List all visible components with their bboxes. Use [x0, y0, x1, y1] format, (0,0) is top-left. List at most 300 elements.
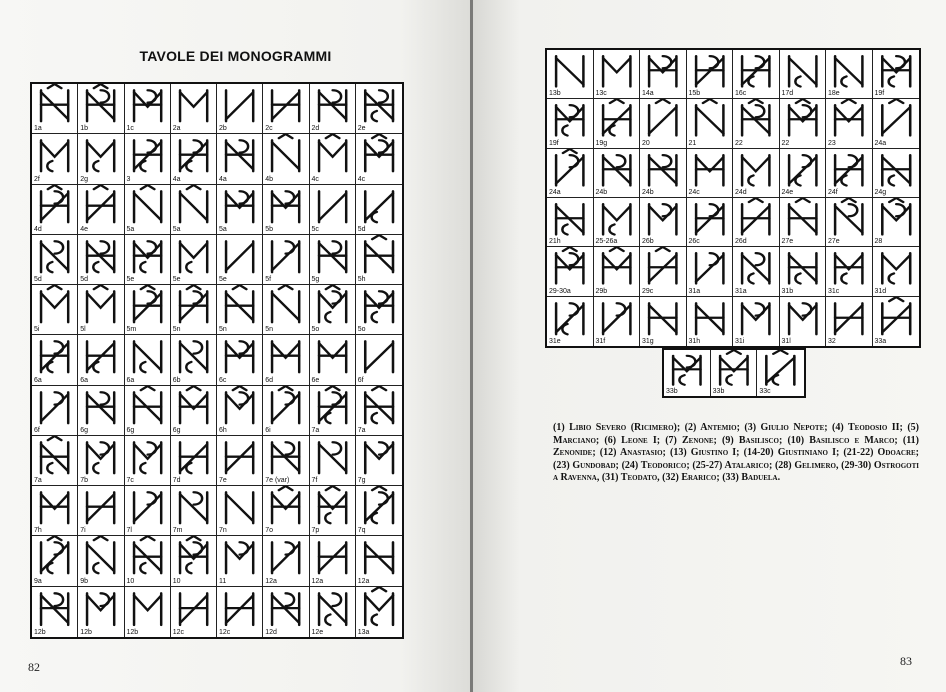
- monogram-cell: [310, 436, 356, 486]
- monogram-label: 24c: [688, 188, 700, 196]
- monogram-glyph-icon: [171, 587, 216, 629]
- monogram-cell: [826, 50, 873, 99]
- monogram-glyph-icon: [32, 134, 77, 175]
- monogram-glyph-icon: [310, 536, 355, 577]
- monogram-label: 1a: [34, 125, 42, 133]
- monogram-glyph-icon: [873, 198, 920, 239]
- monogram-label: 18e: [828, 90, 840, 98]
- monogram-label: 2e: [357, 125, 366, 133]
- monogram-glyph-icon: [171, 134, 216, 175]
- monogram-cell: [32, 235, 78, 285]
- monogram-cell: [171, 536, 217, 586]
- monogram-label: 12d: [265, 629, 277, 636]
- monogram-cell: [171, 235, 217, 285]
- monogram-cell: [217, 386, 263, 436]
- monogram-label: 27e: [781, 238, 794, 246]
- monogram-cell: [640, 247, 687, 296]
- monogram-glyph-icon: [356, 285, 402, 326]
- monogram-label: 12a: [357, 577, 370, 585]
- monogram-cell: [78, 587, 124, 637]
- monogram-label: 6f: [357, 376, 364, 384]
- monogram-cell: [310, 335, 356, 385]
- monogram-cell: [826, 198, 873, 247]
- monogram-cell: [78, 335, 124, 385]
- monogram-glyph-icon: [32, 235, 77, 276]
- monogram-glyph-icon: [263, 587, 308, 629]
- monogram-glyph-icon: [78, 185, 123, 226]
- monogram-cell: [125, 436, 171, 486]
- monogram-cell: [263, 84, 309, 134]
- monogram-glyph-icon: [263, 386, 308, 427]
- monogram-glyph-icon: [217, 587, 262, 629]
- monogram-glyph-icon: [125, 134, 170, 175]
- monogram-label: 4a: [172, 175, 181, 183]
- monogram-glyph-icon: [594, 149, 640, 190]
- monogram-cell: [310, 386, 356, 436]
- monogram-label: 5l: [80, 326, 86, 334]
- monogram-cell: [594, 198, 641, 247]
- monogram-glyph-icon: [780, 247, 826, 288]
- monogram-label: 4b: [265, 175, 274, 183]
- monogram-glyph-icon: [263, 134, 308, 175]
- monogram-label: 31c: [828, 287, 840, 295]
- monogram-cell: [217, 235, 263, 285]
- monogram-glyph-icon: [310, 386, 355, 427]
- monogram-glyph-icon: [780, 99, 826, 140]
- monogram-cell: [594, 297, 641, 346]
- monogram-cell: [217, 587, 263, 637]
- monogram-label: 2a: [172, 125, 181, 133]
- monogram-cell: [356, 134, 402, 184]
- monogram-glyph-icon: [32, 185, 77, 226]
- monogram-glyph-icon: [217, 386, 262, 427]
- monogram-glyph-icon: [263, 185, 308, 226]
- monogram-cell: [78, 536, 124, 586]
- monogram-cell: [263, 185, 309, 235]
- monogram-label: 1b: [80, 125, 89, 133]
- monogram-glyph-icon: [640, 50, 686, 91]
- monogram-label: 6i: [265, 426, 271, 434]
- monogram-label: 31e: [549, 337, 561, 345]
- monogram-label: 33a: [874, 337, 887, 345]
- monogram-glyph-icon: [733, 50, 779, 91]
- monogram-glyph-icon: [356, 335, 402, 376]
- monogram-cell: [687, 50, 734, 99]
- monogram-cell: [873, 50, 920, 99]
- monogram-label: 12e: [311, 629, 324, 636]
- monogram-label: 6d: [265, 376, 274, 384]
- monogram-cell: [217, 486, 263, 536]
- monogram-cell: [78, 185, 124, 235]
- monogram-cell: [32, 536, 78, 586]
- monogram-cell: [171, 185, 217, 235]
- monogram-glyph-icon: [310, 134, 355, 175]
- monogram-glyph-icon: [640, 149, 686, 190]
- monogram-label: 28: [874, 238, 883, 246]
- monogram-cell: [873, 247, 920, 296]
- monogram-cell: [780, 50, 827, 99]
- monogram-cell: [640, 149, 687, 198]
- monogram-glyph-icon: [217, 285, 262, 326]
- monogram-glyph-icon: [733, 99, 779, 140]
- monogram-label: 14a: [642, 90, 654, 98]
- monogram-glyph-icon: [356, 84, 402, 125]
- monogram-glyph-icon: [594, 50, 640, 91]
- monogram-label: 7b: [80, 477, 89, 485]
- monogram-label: 5e: [219, 276, 227, 284]
- monogram-glyph-icon: [780, 297, 826, 338]
- monogram-label: 16c: [735, 90, 747, 98]
- monogram-label: 12b: [126, 629, 139, 636]
- monogram-label: 33c: [759, 388, 771, 395]
- monogram-glyph-icon: [78, 486, 123, 527]
- monogram-cell: [594, 99, 641, 148]
- monogram-cell: [171, 84, 217, 134]
- monogram-glyph-icon: [594, 198, 640, 239]
- monogram-label: 20: [642, 139, 650, 147]
- monogram-glyph-icon: [687, 247, 733, 288]
- monogram-cell: [687, 149, 734, 198]
- monogram-label: 2d: [311, 125, 320, 133]
- monogram-glyph-icon: [826, 297, 872, 338]
- monogram-cell: [32, 335, 78, 385]
- monogram-glyph-icon: [32, 486, 77, 527]
- monogram-cell: [310, 134, 356, 184]
- monogram-label: 6g: [172, 426, 181, 434]
- monogram-cell: [125, 235, 171, 285]
- monogram-cell: [733, 247, 780, 296]
- monogram-cell: [711, 350, 758, 396]
- monogram-glyph-icon: [32, 84, 77, 125]
- monogram-glyph-icon: [687, 198, 733, 239]
- monogram-glyph-icon: [547, 247, 593, 288]
- monogram-label: 5a: [219, 225, 227, 233]
- monogram-label: 4c: [311, 175, 319, 183]
- monogram-label: 5h: [357, 276, 366, 284]
- monogram-cell: [356, 486, 402, 536]
- monogram-glyph-icon: [547, 149, 593, 190]
- monogram-glyph-icon: [640, 99, 686, 140]
- monogram-cell: [780, 99, 827, 148]
- monogram-cell: [310, 536, 356, 586]
- monogram-label: 26b: [642, 238, 654, 246]
- monogram-glyph-icon: [171, 436, 216, 477]
- monogram-glyph-icon: [356, 185, 402, 226]
- monogram-cell: [356, 536, 402, 586]
- monogram-cell: [733, 99, 780, 148]
- monogram-caption: (1) Libio Severo (Ricimero); (2) Antemio; (3) Giulio Nepote; (4) Teodosio II; (5) Marciano; (6) Leone I; (7) Zenone; (9) Basilisco; (10) Basilisco e Marco; (11) Zenonide; (12) Anastasio; (13) Giustino I; (14-20) Giustiniano I; (21-22) Odoacre; (23) Gundobad; (24) Teodorico; (25-27) Atalarico; (28) Gelimero, (29-30) Ostrogoti a Ravenna, (31) Teodato, (32) Erarico; (33) Baduela.: [553, 422, 919, 483]
- monogram-cell: [733, 149, 780, 198]
- monogram-cell: [125, 335, 171, 385]
- page-title: TAVOLE DEI MONOGRAMMI: [139, 48, 332, 64]
- monogram-label: 5f: [265, 276, 272, 284]
- monogram-label: 6e: [311, 376, 320, 384]
- monogram-label: 12b: [34, 629, 46, 636]
- page-number-left: 82: [28, 660, 40, 674]
- monogram-label: 7e (var): [265, 477, 290, 485]
- monogram-label: 25-26a: [595, 238, 618, 246]
- monogram-label: 33b: [712, 388, 725, 395]
- monogram-cell: [32, 386, 78, 436]
- monogram-cell: [594, 50, 641, 99]
- monogram-glyph-icon: [32, 386, 77, 427]
- monogram-cell: [125, 134, 171, 184]
- monogram-label: 11: [219, 577, 227, 585]
- monogram-label: 5a: [126, 225, 135, 233]
- monogram-label: 7i: [80, 527, 86, 535]
- monogram-label: 7n: [219, 527, 227, 535]
- monogram-glyph-icon: [217, 235, 262, 276]
- monogram-label: 6h: [219, 426, 227, 434]
- monogram-glyph-icon: [217, 185, 262, 226]
- monogram-cell: [733, 297, 780, 346]
- monogram-glyph-icon: [217, 536, 262, 577]
- monogram-glyph-icon: [171, 486, 216, 527]
- monogram-glyph-icon: [78, 335, 123, 376]
- monogram-glyph-icon: [873, 50, 920, 91]
- monogram-cell: [263, 386, 309, 436]
- monogram-cell: [263, 335, 309, 385]
- monogram-label: 5a: [172, 225, 181, 233]
- monogram-cell: [32, 436, 78, 486]
- monogram-glyph-icon: [733, 198, 779, 239]
- monogram-glyph-icon: [32, 285, 77, 326]
- monogram-cell: [263, 134, 309, 184]
- monogram-cell: [263, 587, 309, 637]
- monogram-cell: [125, 185, 171, 235]
- monogram-label: 32: [828, 337, 836, 345]
- monogram-glyph-icon: [125, 335, 170, 376]
- monogram-cell: [356, 235, 402, 285]
- monogram-label: 24b: [642, 188, 654, 196]
- monogram-cell: [263, 486, 309, 536]
- monogram-label: 22: [781, 139, 790, 147]
- monogram-cell: [547, 99, 594, 148]
- monogram-glyph-icon: [125, 486, 170, 527]
- monogram-cell: [780, 247, 827, 296]
- monogram-label: 24a: [549, 188, 561, 196]
- monogram-glyph-icon: [547, 99, 593, 140]
- monogram-cell: [125, 285, 171, 335]
- monogram-glyph-icon: [125, 235, 170, 276]
- monogram-cell: [78, 84, 124, 134]
- monogram-cell: [171, 436, 217, 486]
- monogram-cell: [310, 285, 356, 335]
- monogram-cell: [78, 436, 124, 486]
- monogram-label: 2b: [219, 125, 227, 133]
- monogram-label: 31i: [735, 337, 745, 345]
- monogram-label: 12b: [80, 629, 92, 636]
- monogram-cell: [171, 587, 217, 637]
- monogram-cell: [757, 350, 804, 396]
- monogram-label: 26c: [688, 238, 700, 246]
- monogram-glyph-icon: [356, 587, 402, 629]
- monogram-cell: [356, 335, 402, 385]
- monogram-label: 6b: [172, 376, 181, 384]
- monogram-glyph-icon: [826, 247, 872, 288]
- monogram-glyph-icon: [310, 84, 355, 125]
- monogram-glyph-icon: [547, 297, 593, 338]
- monogram-label: 29b: [595, 287, 608, 295]
- monogram-cell: [32, 84, 78, 134]
- monogram-glyph-icon: [32, 436, 77, 477]
- monogram-glyph-icon: [780, 50, 826, 91]
- monogram-glyph-icon: [171, 84, 216, 125]
- monogram-label: 24b: [595, 188, 608, 196]
- monogram-glyph-icon: [125, 285, 170, 326]
- monogram-cell: [78, 235, 124, 285]
- monogram-glyph-icon: [125, 587, 170, 629]
- monogram-cell: [310, 486, 356, 536]
- monogram-label: 31d: [874, 287, 887, 295]
- monogram-glyph-icon: [356, 134, 402, 175]
- monogram-label: 24f: [828, 188, 838, 196]
- monogram-glyph-icon: [594, 247, 640, 288]
- monogram-cell: [32, 486, 78, 536]
- monogram-label: 6f: [34, 426, 40, 434]
- monogram-label: 9b: [80, 577, 89, 585]
- monogram-label: 27e: [828, 238, 840, 246]
- monogram-cell: [78, 386, 124, 436]
- monogram-cell: [125, 587, 171, 637]
- monogram-label: 7m: [172, 527, 183, 535]
- monogram-label: 13a: [357, 629, 370, 636]
- monogram-glyph-icon: [171, 536, 216, 577]
- monogram-glyph-icon: [32, 335, 77, 376]
- monogram-cell: [594, 149, 641, 198]
- monogram-cell: [125, 84, 171, 134]
- monogram-glyph-icon: [757, 350, 804, 389]
- monogram-glyph-icon: [733, 247, 779, 288]
- monogram-cell: [78, 486, 124, 536]
- monogram-label: 12c: [172, 629, 185, 636]
- monogram-glyph-icon: [171, 185, 216, 226]
- monogram-label: 5n: [265, 326, 274, 334]
- monogram-cell: [171, 486, 217, 536]
- monogram-cell: [640, 198, 687, 247]
- monogram-glyph-icon: [310, 587, 355, 629]
- monogram-glyph-icon: [356, 386, 402, 427]
- monogram-cell: [594, 247, 641, 296]
- monogram-label: 5d: [34, 276, 42, 284]
- monogram-glyph-icon: [640, 247, 686, 288]
- monogram-label: 24e: [781, 188, 794, 196]
- monogram-label: 5n: [219, 326, 227, 334]
- monogram-cell: [356, 386, 402, 436]
- monogram-cell: [873, 149, 920, 198]
- monogram-cell: [873, 297, 920, 346]
- monogram-glyph-icon: [873, 99, 920, 140]
- monogram-label: 31b: [781, 287, 794, 295]
- monogram-label: 17d: [781, 90, 794, 98]
- monogram-cell: [733, 50, 780, 99]
- monogram-label: 1c: [126, 125, 134, 133]
- monogram-label: 2c: [265, 125, 273, 133]
- monogram-glyph-icon: [310, 185, 355, 226]
- monogram-label: 5c: [311, 225, 319, 233]
- monogram-label: 6a: [80, 376, 89, 384]
- monogram-glyph-icon: [733, 297, 779, 338]
- monogram-label: 7a: [357, 426, 366, 434]
- monogram-label: 6c: [219, 376, 227, 384]
- monogram-glyph-icon: [687, 99, 733, 140]
- monogram-glyph-icon: [687, 297, 733, 338]
- monogram-cell: [125, 386, 171, 436]
- monogram-label: 5d: [357, 225, 366, 233]
- monogram-glyph-icon: [217, 134, 262, 175]
- monogram-cell: [356, 185, 402, 235]
- monogram-cell: [171, 335, 217, 385]
- monogram-glyph-icon: [171, 335, 216, 376]
- monogram-label: 4d: [34, 225, 42, 233]
- monogram-glyph-icon: [826, 50, 872, 91]
- monogram-label: 21h: [549, 238, 561, 246]
- monogram-cell: [826, 247, 873, 296]
- monogram-cell: [263, 536, 309, 586]
- monogram-glyph-icon: [640, 198, 686, 239]
- monogram-glyph-icon: [78, 285, 123, 326]
- monogram-glyph-icon: [78, 386, 123, 427]
- monogram-label: 2f: [34, 175, 40, 183]
- monogram-label: 7h: [34, 527, 42, 535]
- monogram-table-left: [30, 82, 404, 639]
- monogram-label: 7l: [126, 527, 132, 535]
- monogram-label: 7a: [311, 426, 320, 434]
- monogram-cell: [687, 99, 734, 148]
- monogram-cell: [547, 149, 594, 198]
- monogram-glyph-icon: [594, 99, 640, 140]
- monogram-cell: [125, 486, 171, 536]
- monogram-cell: [217, 335, 263, 385]
- monogram-glyph-icon: [310, 436, 355, 477]
- monogram-glyph-icon: [217, 335, 262, 376]
- monogram-label: 5d: [80, 276, 89, 284]
- monogram-cell: [78, 285, 124, 335]
- monogram-glyph-icon: [263, 84, 308, 125]
- monogram-glyph-icon: [310, 335, 355, 376]
- monogram-cell: [356, 587, 402, 637]
- monogram-cell: [640, 99, 687, 148]
- monogram-label: 12c: [219, 629, 231, 636]
- monogram-label: 5m: [126, 326, 137, 334]
- monogram-glyph-icon: [263, 285, 308, 326]
- monogram-glyph-icon: [125, 84, 170, 125]
- monogram-cell: [733, 198, 780, 247]
- monogram-label: 13c: [595, 90, 607, 98]
- monogram-glyph-icon: [356, 486, 402, 527]
- monogram-glyph-icon: [217, 84, 262, 125]
- monogram-cell: [356, 436, 402, 486]
- monogram-label: 4e: [80, 225, 89, 233]
- monogram-label: 23: [828, 139, 836, 147]
- monogram-glyph-icon: [310, 285, 355, 326]
- monogram-cell: [217, 536, 263, 586]
- monogram-label: 5g: [311, 276, 320, 284]
- monogram-glyph-icon: [780, 149, 826, 190]
- monogram-glyph-icon: [171, 285, 216, 326]
- monogram-glyph-icon: [780, 198, 826, 239]
- monogram-cell: [217, 84, 263, 134]
- monogram-glyph-icon: [263, 536, 308, 577]
- monogram-glyph-icon: [78, 235, 123, 276]
- monogram-cell: [547, 50, 594, 99]
- monogram-glyph-icon: [873, 247, 920, 288]
- monogram-glyph-icon: [711, 350, 757, 389]
- monogram-glyph-icon: [356, 436, 402, 477]
- monogram-label: 5e: [172, 276, 181, 284]
- monogram-label: 5o: [311, 326, 320, 334]
- monogram-label: 31l: [781, 337, 791, 345]
